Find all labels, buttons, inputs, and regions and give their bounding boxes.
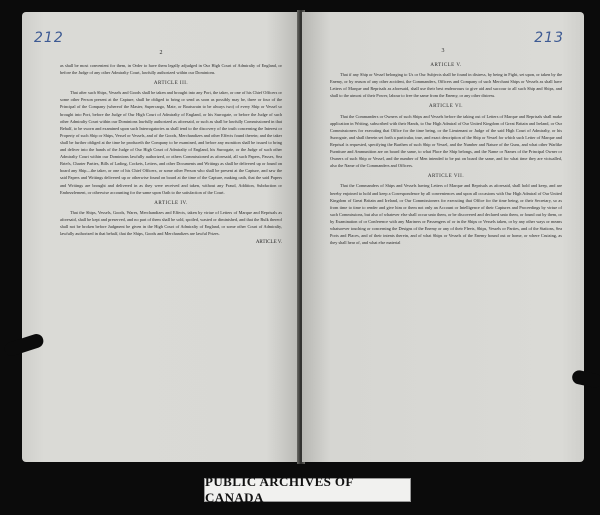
right-page-text xyxy=(330,58,562,246)
article-6-text: That the Commanders or Owners of such Ships and Vessels before the taking out of Letters of Marque and Reprisals shall make application in Writing, subscribed with their Hands, to Our High Admiral of Our United Kingdom of Great Britain and Ireland, or Our Commissioners for executing that Office for the time being, or the Lieutenant or Judge of the said High Court of Admiralty, or his Surrogate, and shall therein set forth a particular, true, and exact description of the Ship or Vessel for which such Letter of Marque and Reprisal is requested, specifying the Burthen of such Ship or Vessel, and the Number and Nature of the Guns, and what other Warlike Furniture and Ammunition are on board the same, to what Place the Ship belongs, and the Name or Names of the Principal Owner or Owners of such Ship or Vessel, and the number of Men intended to be put on board the same, and for what time they are victualled, also the Name of the Commanders and Officers. xyxy=(330,113,562,169)
right-folio-number: 213 xyxy=(534,30,564,46)
intro-paragraph: as shall be most convenient for them, in Order to have them legally adjudged in Our High Court of Admiralty of England, or before the Judge of any other Admiralty Court, lawfully authorized within our Dominions. xyxy=(60,63,282,76)
article-7-text: That the Commanders of Ships and Vessels having Letters of Marque and Reprisals as aforesaid, shall hold and keep, and are hereby enjoined to hold and keep a Correspondence by all conveniences and upon all occasions with Our High Admiral of Our United Kingdom of Great Britain and Ireland, or Our Commissioners for executing that Office for the time being, or their Secretary, so as from time to time to render and give him or them not only an Account or Intelligence of their Captures and Proceedings by virtue of such Commissions, but also of whatever else shall occur unto them, or be discovered and declared unto them, or found out by them, or by Examination of or Conference with any Mariners or Passengers of or in the Ships or Vessels taken, or by any other ways or means whatsoever touching or concerning the Designs of the Enemy or any of their Fleets, Ships, Vessels or Parties, and of the Stations, Sea Ports and Places, and of their intents therein, and of what Ships or Vessels of the Enemy bound out or home, or where Cruizing, as they shall hear of, and what else material xyxy=(330,183,562,246)
right-page xyxy=(302,12,584,462)
archive-caption: PUBLIC ARCHIVES OF CANADA xyxy=(204,478,411,502)
left-folio-number: 212 xyxy=(34,30,64,46)
right-page-number: 3 xyxy=(441,48,445,54)
left-page xyxy=(22,12,300,462)
left-page-number: 2 xyxy=(159,50,163,56)
left-page-text xyxy=(60,62,282,246)
article-5-heading: ARTICLE V. xyxy=(430,63,462,68)
article-7-heading: ARTICLE VII. xyxy=(427,174,465,180)
article-3-text: That after such Ships, Vessels and Goods shall be taken and brought into any Port, the taker, or one of his Chief Officers or some other Person present at the Capture, shall be obliged to bring or send as soon as possibly may be, three or four of the Principal of the Company (whereof the Master, Supercargo, Mate, or Boatswain to be always two) of every Ship or Vessel so brought into Port, before the Judge of Our High Court of Admiralty of England, or his Surrogate, or before the Judge of such other Admiralty Court within our Dominions lawfully authorized as aforesaid, or such as shall be lawfully Commissioned in that Behalf, to be sworn and examined upon such Interrogatories as shall tend to the discovery of the truth concerning the Interest or Property of such Ship or Ships, Vessel or Vessels, and of the Goods, Merchandizes and other Effects found therein; and the taker shall be further obliged at the time he produceth the Company to be examined, and before any monition shall be issued to bring and deliver into the hands of the Judge of Our High Court of Admiralty of England, his Surrogate, or the Judge of such other Admiralty Court within our Dominions lawfully authorized, or others Commissioned as aforesaid, all such Papers, Passes, Sea Briefs, Charter Parties, Bills of Lading, Cockets, Letters, and other Documents and Writings as shall be delivered up or found on board any Ship—the taker, or one of his Chief Officers, or some other Person who shall be present at the Capture, and saw the said Papers and Writings delivered up or otherwise found on board at the time of the Capture, making oath, that the said Papers and Writings are brought and delivered in as they were received and taken, without any Fraud, Addition, Subduction or Embezzlement, or otherwise accounting for the same upon Oath to the satisfaction of the Court. xyxy=(60,90,282,195)
article-3-heading: ARTICLE III. xyxy=(153,81,189,87)
article-6-heading: ARTICLE VI. xyxy=(429,104,463,110)
article-5-text: That if any Ship or Vessel belonging to Us or Our Subjects shall be found in distress, by being in Fight, set upon, or taken by the Enemy, or by reason of any other accident, the Commanders, Officers and Company of such Merchant Ships or Vessels as shall have Letters of Marque and Reprisals as aforesaid, shall use their best endeavours to give aid and succour to all such Ship and Ships, and shall to the utmost of their Power, labour to free the same from the Enemy, or any other distress. xyxy=(330,72,562,99)
catchword: ARTICLE V. xyxy=(255,240,282,246)
article-4-heading: ARTICLE IV. xyxy=(154,200,188,206)
article-4-text: That the Ships, Vessels, Goods, Wares, Merchandizes and Effects, taken by virtue of Letters of Marque and Reprisals as aforesaid, shall be kept and preserved, and no part of them shall be sold, spoiled, wasted or diminished, and that the Bulk thereof shall not be broken before Judgment be given in the High Court of Admiralty of England, or some other Court of Admiralty, lawfully authorized in that behalf, that the Ships, Goods and Merchandizes are lawful Prizes. xyxy=(60,209,282,237)
